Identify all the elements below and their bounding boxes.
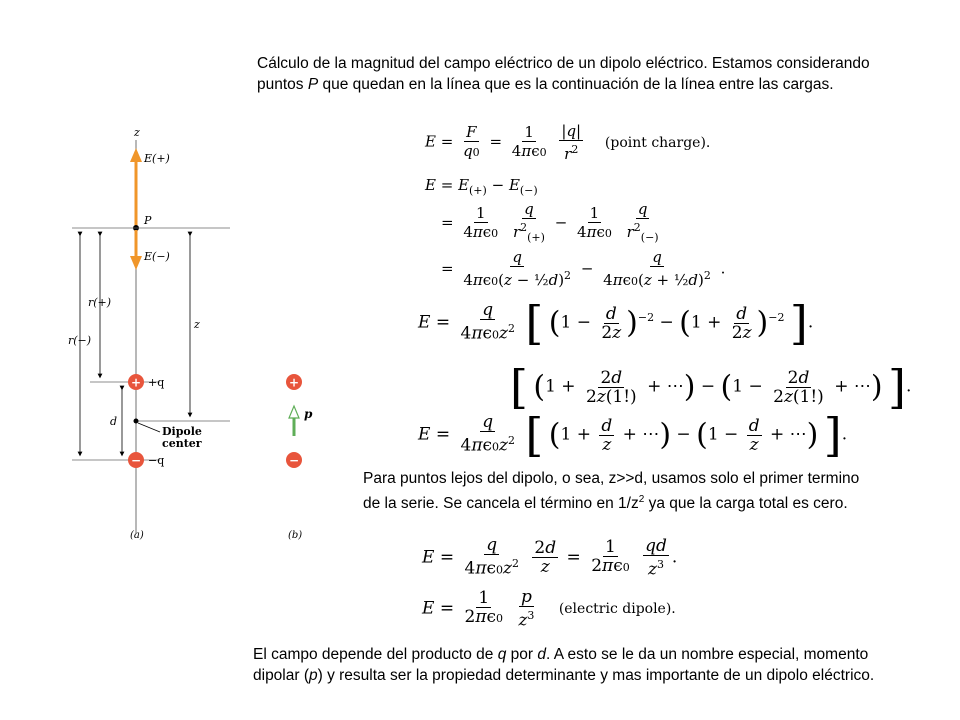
- e-minus-label: E(−): [144, 250, 170, 263]
- r-plus-label: r(+): [88, 296, 112, 309]
- outro-line-1-e: . A esto se le da un nombre especial, momento: [546, 646, 869, 663]
- equation-electric-dipole: E = $\frac{1}{2\pi\epsilon 0}$ $\frac{p}{z^3}$ (electric dipole).: [422, 587, 676, 631]
- minus-charge-sign: −: [130, 453, 142, 468]
- intro-paragraph: [257, 53, 907, 95]
- panel-b-label: (b): [288, 530, 303, 541]
- dipole-figure: [60, 118, 320, 548]
- outro-line-2-a: dipolar (: [253, 667, 309, 684]
- intro-line-2-end: que quedan en la línea que es la continuación de la línea entre las cargas.: [318, 76, 834, 93]
- intro-line-2-start: puntos: [257, 76, 308, 93]
- equation-factored: E = $\frac{q}{4\pi\epsilon 0z^2}$ [ (1 − $\frac{d}{2z}$ )$^{-2}$ − (1 + $\frac{d}{2z}$ )$^{-2}$ ].: [418, 296, 814, 350]
- point-charge-note: (point charge).: [604, 134, 711, 151]
- middle-superscript: 2: [638, 494, 645, 505]
- dipole-label-1: Dipole: [162, 425, 202, 438]
- middle-line-1: Para puntos lejos del dipolo, o sea, z>>d, usamos solo el primer termino: [363, 470, 860, 487]
- point-p-label: P: [144, 214, 152, 227]
- panel-b-minus-sign: −: [288, 453, 300, 468]
- e-minus-arrowhead: [130, 256, 142, 270]
- plus-charge-sign: +: [130, 375, 142, 390]
- outro-d: d: [537, 646, 546, 663]
- plus-q-label: +q: [148, 376, 165, 389]
- equation-binomial: [ (1 + $\frac{2d}{2z(1!)}$ + ⋯) − (1 − $\frac{2d}{2z(1!)}$ + ⋯) ].: [510, 360, 912, 414]
- equation-two-charges: = $\frac{1}{4\pi\epsilon 0}$ $\frac{q}{r^2_{(+)}}$ − $\frac{1}{4\pi\epsilon 0}$ $\frac{q}{r^2_{(-)}}$: [441, 200, 659, 244]
- outro-line-1-c: por: [506, 646, 538, 663]
- equation-expanded-distance: = $\frac{q}{4\pi\epsilon 0(z - \frac{1}{2}d)^2}$ − $\frac{q}{4\pi\epsilon 0(z + \frac{1}{2}d)^2}$ .: [441, 248, 726, 289]
- outro-line-2-c: ) y resulta ser la propiedad determinante y mas importante de un dipolo eléctrico.: [317, 667, 875, 684]
- equation-series: E = $\frac{q}{4\pi\epsilon 0z^2}$ [ (1 + $\frac{d}{z}$ + ⋯) − (1 − $\frac{d}{z}$ + ⋯) ].: [418, 408, 848, 462]
- panel-a-label: (a): [130, 530, 144, 541]
- e-plus-label: E(+): [144, 152, 170, 165]
- equation-superposition: $E = E_{(+)} - E_{(-)}$: [425, 176, 538, 197]
- p-vector-arrowhead: [289, 406, 299, 418]
- electric-dipole-note: (electric dipole).: [558, 601, 676, 618]
- outro-p: p: [309, 667, 318, 684]
- middle-line-2-end: ya que la carga total es cero.: [644, 495, 848, 512]
- panel-b-plus-sign: +: [288, 375, 300, 390]
- outro-q: q: [497, 646, 507, 663]
- middle-line-2-start: de la serie. Se cancela el término en 1/z: [363, 495, 639, 512]
- p-vector-label: p: [304, 407, 313, 421]
- r-minus-label: r(−): [68, 334, 92, 347]
- z-dist-label: z: [194, 318, 200, 331]
- dipole-center-dot: [134, 419, 139, 424]
- conclusion-paragraph: [253, 644, 913, 686]
- z-axis-label: z: [134, 126, 140, 139]
- d-dist-label: d: [110, 415, 118, 428]
- outro-line-1-a: El campo depende del producto de: [253, 646, 498, 663]
- intro-point-p: P: [307, 76, 319, 93]
- dipole-center-leader: [138, 423, 160, 432]
- equation-far-field: E = $\frac{q}{4\pi\epsilon 0z^2}$ $\frac{2d}{z}$ = $\frac{1}{2\pi\epsilon 0}$ $\frac{qd}{z^3}$ .: [422, 535, 678, 580]
- far-field-paragraph: [363, 468, 903, 514]
- intro-line-1: Cálculo de la magnitud del campo eléctrico de un dipolo eléctrico. Estamos considerando: [257, 55, 870, 72]
- e-plus-arrowhead: [130, 148, 142, 162]
- dipole-label-2: center: [162, 437, 202, 450]
- minus-q-label: −q: [148, 454, 165, 467]
- equation-point-charge: E = $\frac{F}{q0}$ = $\frac{1}{4\pi\epsilon 0}$ $\frac{|q|}{r^2}$ (point charge).: [425, 122, 711, 163]
